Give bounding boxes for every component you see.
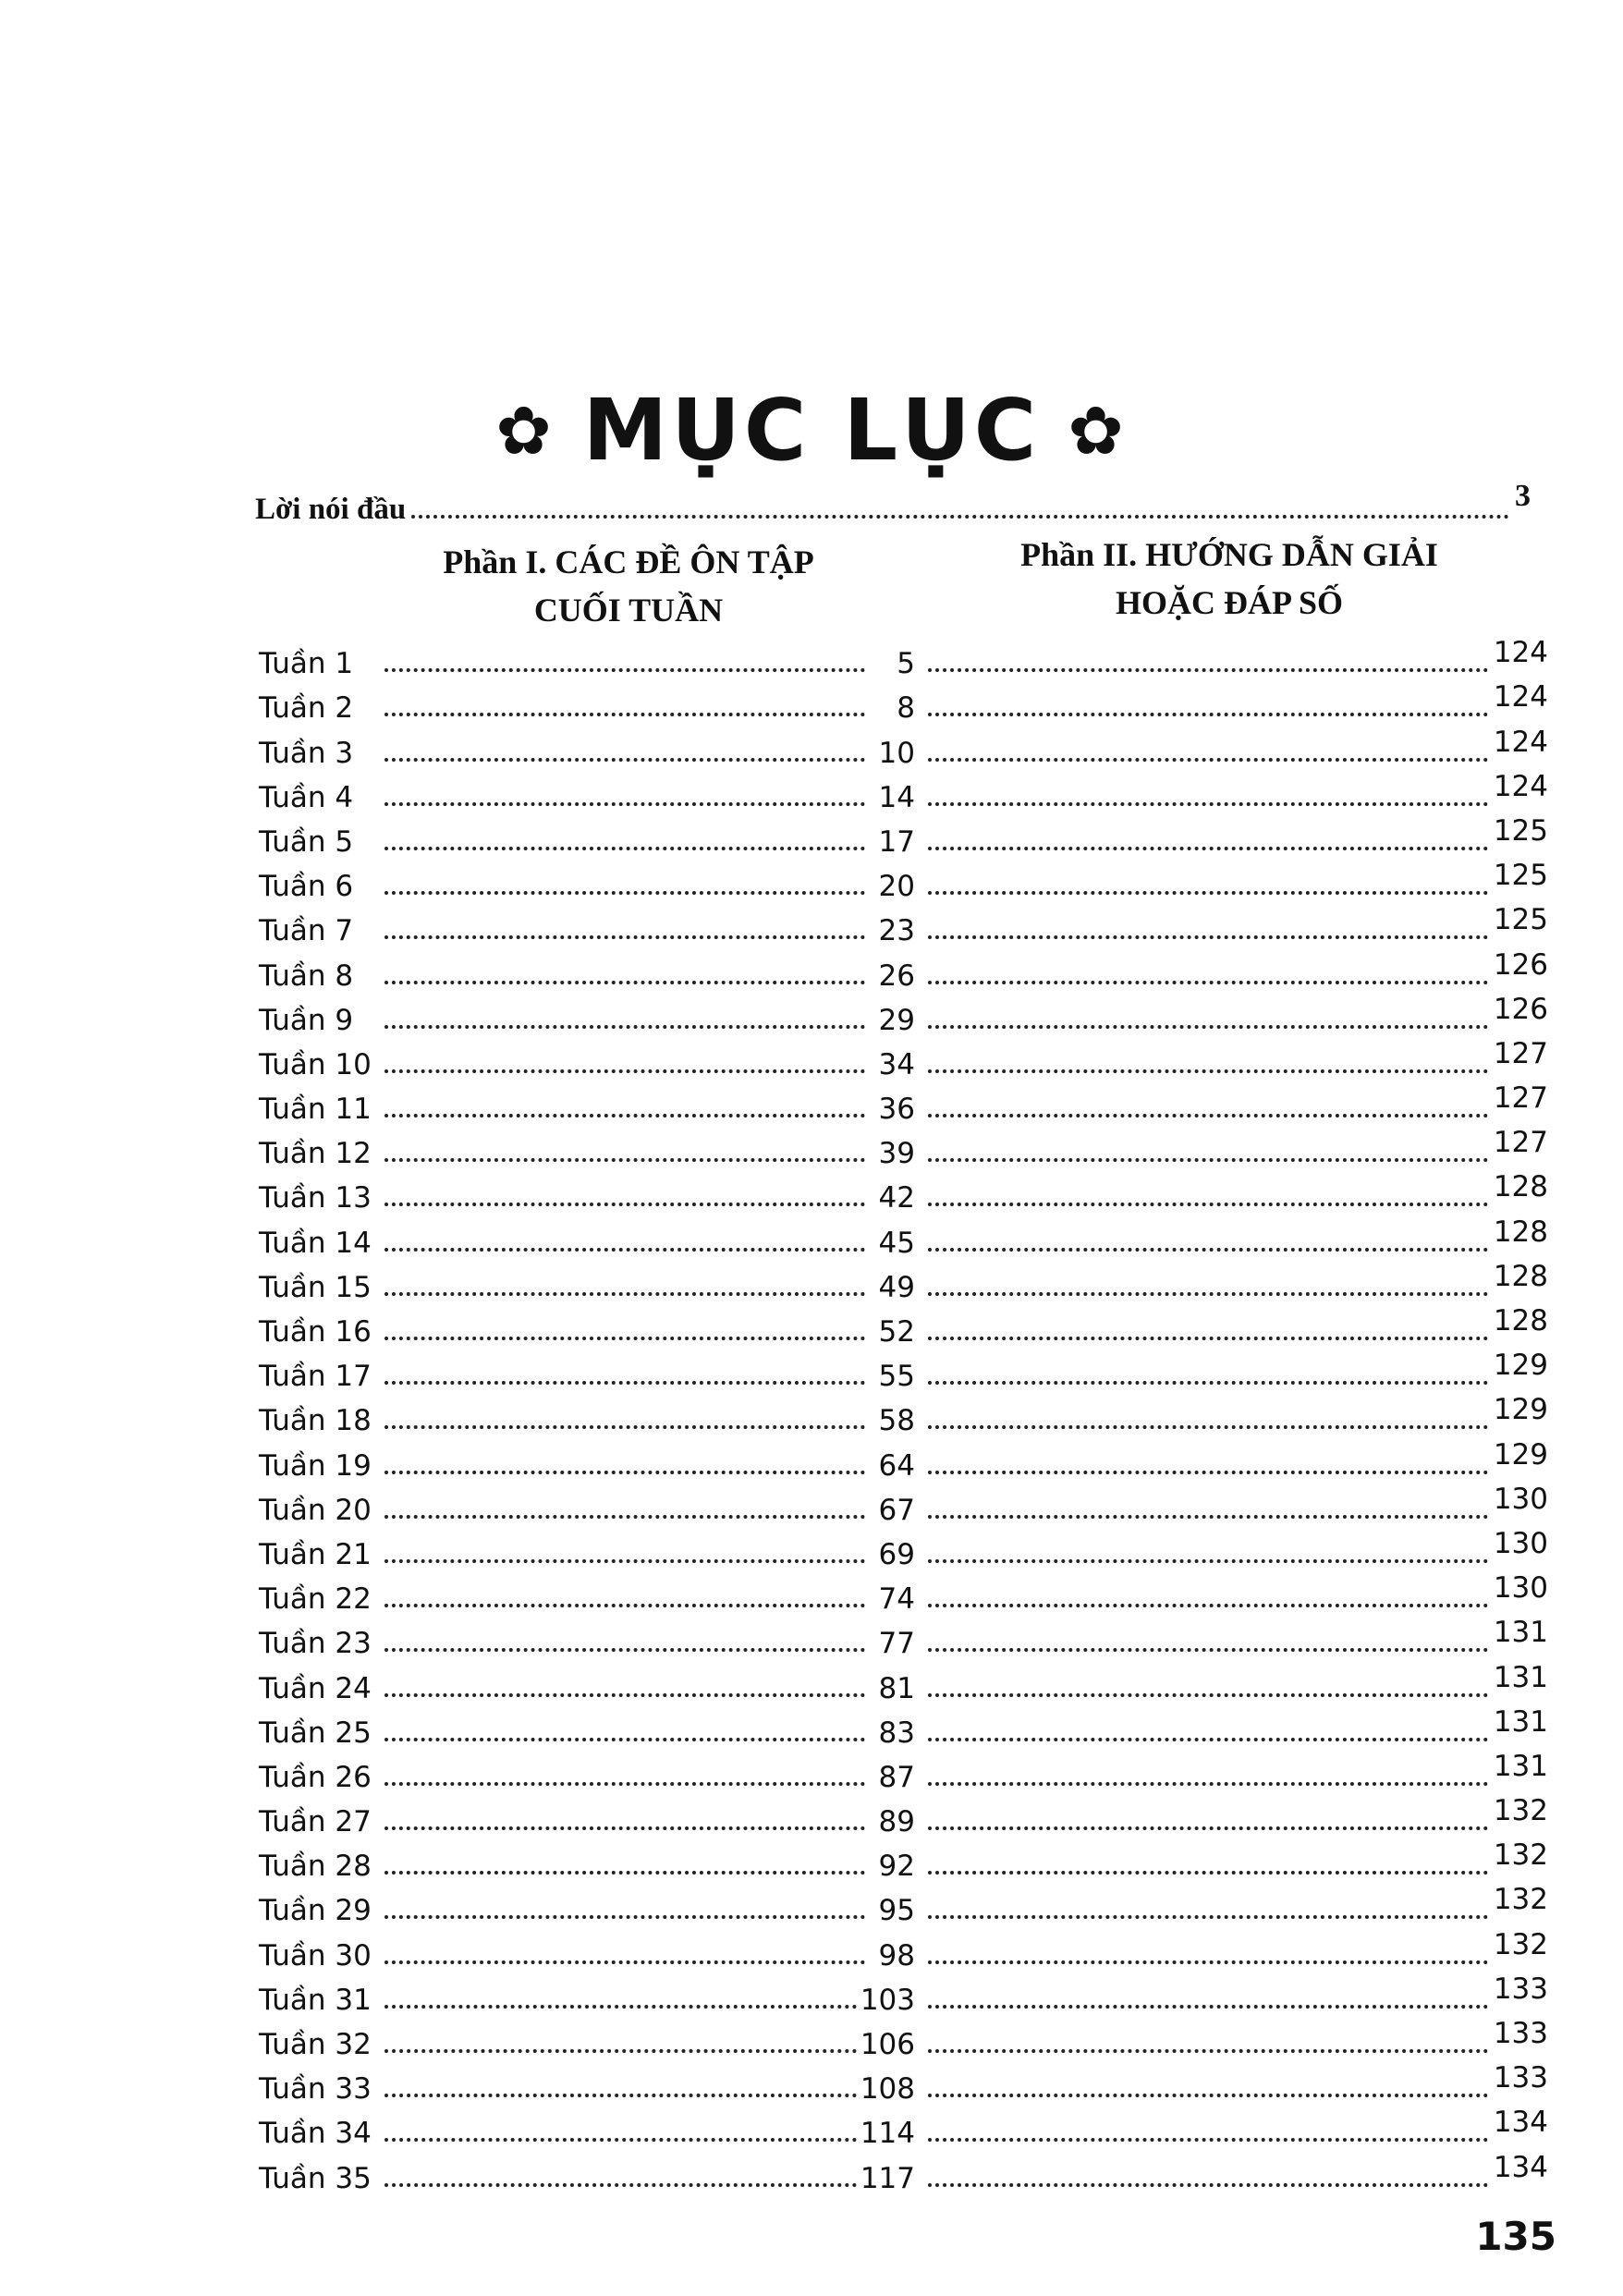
part2-entry [915, 725, 1548, 770]
part2-entry [915, 859, 1548, 903]
part1-entry [259, 1271, 915, 1304]
part1-entry [259, 959, 915, 993]
part2-page-number: 125 [1493, 903, 1548, 937]
part1-entry [259, 870, 915, 903]
week-label: Tuần 10 [259, 1047, 372, 1081]
week-label: Tuần 21 [259, 1537, 372, 1571]
part1-page-number: 74 [878, 1582, 915, 1617]
part2-entry [915, 680, 1548, 725]
part1-heading-line2: CUỐI TUẦN [533, 592, 724, 629]
part2-page-number: 127 [1493, 1081, 1548, 1116]
week-label: Tuần 14 [259, 1226, 372, 1260]
dot-leader [928, 1114, 1488, 1117]
dot-leader [411, 515, 1509, 519]
toc-row [259, 859, 1548, 903]
part1-page-number: 5 [897, 647, 915, 681]
part1-page-number: 49 [878, 1270, 915, 1304]
part2-entry [915, 1660, 1548, 1705]
dot-leader [384, 802, 865, 806]
part2-entry [915, 1972, 1548, 2017]
dot-leader [384, 1871, 865, 1875]
week-label: Tuần 16 [259, 1315, 372, 1349]
dot-leader [928, 2138, 1488, 2142]
page-title-text: MỤC LỤC [582, 381, 1041, 480]
week-label: Tuần 5 [259, 824, 354, 859]
part1-page-number: 10 [878, 736, 915, 770]
part2-page-number: 124 [1493, 636, 1548, 670]
page-number: 135 [1475, 2214, 1556, 2259]
part2-page-number: 131 [1493, 1704, 1548, 1739]
dot-leader [384, 1025, 865, 1029]
part1-page-number: 45 [878, 1226, 915, 1260]
dot-leader [384, 1203, 865, 1206]
dot-leader [928, 1871, 1488, 1875]
week-label: Tuần 3 [259, 736, 354, 770]
part1-page-number: 106 [860, 2028, 915, 2061]
dot-leader [928, 1915, 1488, 1919]
dot-leader [928, 1248, 1488, 1252]
part2-entry [915, 1349, 1548, 1393]
dot-leader [928, 2049, 1488, 2053]
part1-page-number: 87 [878, 1760, 915, 1794]
part2-page-number: 127 [1493, 1036, 1548, 1070]
dot-leader [384, 1515, 865, 1519]
toc-row [259, 947, 1548, 992]
part2-page-number: 125 [1493, 859, 1548, 893]
dot-leader [384, 2094, 857, 2097]
dot-leader [384, 2183, 857, 2187]
dot-leader [928, 981, 1488, 984]
part1-page-number: 103 [860, 1983, 915, 2017]
part1-entry [259, 1181, 915, 1215]
part2-page-number: 131 [1493, 1616, 1548, 1650]
part2-entry [915, 1259, 1548, 1304]
dot-leader [928, 847, 1488, 850]
part2-entry [915, 2017, 1548, 2061]
toc-row [259, 1838, 1548, 1883]
dot-leader [928, 1025, 1488, 1029]
part1-entry [259, 2072, 915, 2106]
part1-entry [259, 1048, 915, 1081]
part1-entry [259, 1494, 915, 1527]
part2-page-number: 126 [1493, 947, 1548, 982]
part1-page-number: 77 [878, 1627, 915, 1661]
part2-entry [915, 1794, 1548, 1838]
toc-row [259, 2150, 1548, 2194]
part1-page-number: 42 [878, 1181, 915, 1215]
dot-leader [928, 1069, 1488, 1073]
part2-page-number: 132 [1493, 1927, 1548, 1961]
part1-entry [259, 647, 915, 680]
toc-row [259, 1927, 1548, 1972]
dot-leader [928, 1515, 1488, 1519]
dot-leader [384, 1292, 865, 1296]
part2-entry [915, 1437, 1548, 1483]
week-label: Tuần 31 [259, 1983, 372, 2017]
part2-entry [915, 1838, 1548, 1883]
dot-leader [384, 1915, 865, 1919]
week-label: Tuần 29 [259, 1894, 372, 1928]
part2-heading-line1: Phần II. HƯỚNG DẪN GIẢI [1020, 536, 1438, 573]
toc-row [259, 993, 1548, 1037]
toc-row [259, 1304, 1548, 1349]
part1-entry [259, 1404, 915, 1437]
part2-page-number: 128 [1493, 1259, 1548, 1293]
week-label: Tuần 4 [259, 780, 354, 814]
part1-page-number: 64 [878, 1448, 915, 1483]
part1-entry [259, 1449, 915, 1483]
part1-entry [259, 825, 915, 859]
part1-page-number: 29 [878, 1003, 915, 1037]
part1-page-number: 89 [878, 1805, 915, 1839]
part2-page-number: 133 [1493, 2017, 1548, 2050]
dot-leader [928, 713, 1488, 716]
dot-leader [384, 935, 865, 939]
part1-entry [259, 737, 915, 770]
part1-entry [259, 2117, 915, 2150]
part2-entry [915, 2150, 1548, 2195]
toc-row [259, 1750, 1548, 1794]
part1-entry [259, 1627, 915, 1660]
part1-heading-line1: Phần I. CÁC ĐỀ ÔN TẬP [443, 543, 814, 580]
toc-row [259, 1883, 1548, 1927]
toc-row [259, 1571, 1548, 1616]
week-label: Tuần 6 [259, 870, 354, 904]
dot-leader [384, 981, 865, 984]
part2-entry [915, 769, 1548, 814]
part1-page-number: 58 [878, 1404, 915, 1438]
part2-entry [915, 1036, 1548, 1081]
part2-page-number: 130 [1493, 1571, 1548, 1606]
part1-page-number: 36 [878, 1093, 915, 1127]
part1-page-number: 92 [878, 1850, 915, 1884]
part2-page-number: 133 [1493, 1972, 1548, 2006]
dot-leader [928, 802, 1488, 806]
dot-leader [384, 1693, 865, 1697]
dot-leader [384, 758, 865, 762]
part2-entry [915, 1526, 1548, 1571]
part2-page-number: 130 [1493, 1482, 1548, 1516]
part2-entry [915, 1304, 1548, 1349]
page-title [0, 381, 1623, 480]
dot-leader [384, 1960, 865, 1964]
part1-page-number: 114 [860, 2117, 915, 2151]
part2-page-number: 132 [1493, 1838, 1548, 1873]
week-label: Tuần 1 [259, 647, 354, 681]
part1-entry [259, 1716, 915, 1750]
week-label: Tuần 12 [259, 1137, 372, 1171]
dot-leader [928, 1471, 1488, 1474]
part2-page-number: 132 [1493, 1794, 1548, 1828]
week-label: Tuần 8 [259, 959, 354, 993]
part1-entry [259, 1672, 915, 1705]
part1-entry [259, 1850, 915, 1883]
part2-entry [915, 947, 1548, 993]
dot-leader [928, 2005, 1488, 2009]
part2-entry [915, 1081, 1548, 1126]
dot-leader [928, 1782, 1488, 1786]
part2-page-number: 124 [1493, 769, 1548, 803]
week-label: Tuần 11 [259, 1093, 372, 1127]
week-label: Tuần 35 [259, 2161, 372, 2195]
part2-entry [915, 1616, 1548, 1660]
part1-entry [259, 781, 915, 814]
part2-page-number: 132 [1493, 1883, 1548, 1917]
toc-row [259, 680, 1548, 725]
part2-page-number: 129 [1493, 1437, 1548, 1472]
part2-entry [915, 1215, 1548, 1260]
toc-row [259, 1349, 1548, 1393]
part2-entry [915, 2061, 1548, 2106]
dot-leader [384, 1069, 865, 1073]
dot-leader [384, 713, 865, 716]
toc-row [259, 814, 1548, 859]
toc-row [259, 1393, 1548, 1437]
toc-row [259, 1170, 1548, 1215]
part1-page-number: 26 [878, 959, 915, 993]
week-label: Tuần 34 [259, 2117, 372, 2151]
toc-row [259, 1437, 1548, 1482]
week-label: Tuần 28 [259, 1850, 372, 1884]
part1-entry [259, 1939, 915, 1972]
part1-page-number: 55 [878, 1360, 915, 1394]
dot-leader [928, 935, 1488, 939]
dot-leader [928, 1381, 1488, 1385]
part1-page-number: 17 [878, 824, 915, 859]
part1-entry [259, 1004, 915, 1037]
part1-page-number: 34 [878, 1047, 915, 1081]
part1-entry [259, 1538, 915, 1571]
part1-page-number: 8 [897, 691, 915, 726]
intro-page-number: 3 [1515, 479, 1531, 513]
dot-leader [384, 1248, 865, 1252]
part2-page-number: 131 [1493, 1749, 1548, 1783]
week-label: Tuần 18 [259, 1404, 372, 1438]
part2-heading-line2: HOẶC ĐÁP SỐ [1115, 584, 1344, 621]
dot-leader [928, 668, 1488, 672]
part1-page-number: 108 [860, 2072, 915, 2107]
part1-entry [259, 2028, 915, 2061]
week-label: Tuần 22 [259, 1582, 372, 1617]
week-label: Tuần 9 [259, 1003, 354, 1037]
part1-heading [370, 538, 887, 634]
toc-row [259, 1260, 1548, 1304]
part2-page-number: 134 [1493, 2150, 1548, 2184]
part1-entry [259, 1761, 915, 1794]
toc-row [259, 1215, 1548, 1259]
week-label: Tuần 13 [259, 1181, 372, 1215]
part2-page-number: 130 [1493, 1526, 1548, 1560]
part2-heading [957, 531, 1502, 627]
week-label: Tuần 7 [259, 914, 354, 948]
part1-page-number: 23 [878, 914, 915, 948]
toc-row [259, 2061, 1548, 2106]
part2-entry [915, 903, 1548, 947]
dot-leader [384, 1471, 865, 1474]
dot-leader [384, 2005, 857, 2009]
toc-row [259, 1483, 1548, 1527]
dot-leader [928, 1960, 1488, 1964]
toc-row [259, 2106, 1548, 2150]
part2-entry [915, 1393, 1548, 1437]
dot-leader [928, 1292, 1488, 1296]
dot-leader [384, 1114, 865, 1117]
part1-entry [259, 2162, 915, 2195]
part2-page-number: 128 [1493, 1170, 1548, 1204]
dot-leader [384, 1648, 865, 1652]
flower-icon: ✿ [1068, 391, 1128, 470]
dot-leader [928, 1648, 1488, 1652]
dot-leader [384, 1381, 865, 1385]
week-label: Tuần 2 [259, 691, 354, 726]
flower-icon: ✿ [495, 391, 555, 470]
dot-leader [384, 2049, 857, 2053]
part1-page-number: 14 [878, 780, 915, 814]
part1-entry [259, 1360, 915, 1393]
part2-entry [915, 636, 1548, 680]
toc-row [259, 636, 1548, 680]
dot-leader [928, 758, 1488, 762]
dot-leader [384, 1782, 865, 1786]
toc-row [259, 1972, 1548, 2017]
part2-page-number: 128 [1493, 1304, 1548, 1337]
dot-leader [384, 2138, 857, 2142]
part1-entry [259, 1093, 915, 1126]
part2-page-number: 129 [1493, 1393, 1548, 1427]
week-label: Tuần 23 [259, 1627, 372, 1661]
part1-page-number: 95 [878, 1894, 915, 1928]
part2-page-number: 129 [1493, 1349, 1548, 1383]
dot-leader [384, 1738, 865, 1741]
intro-entry [255, 479, 1531, 527]
part2-page-number: 124 [1493, 680, 1548, 714]
part1-page-number: 69 [878, 1537, 915, 1571]
toc-row [259, 1794, 1548, 1838]
week-label: Tuần 24 [259, 1671, 372, 1705]
week-label: Tuần 19 [259, 1448, 372, 1483]
week-label: Tuần 25 [259, 1716, 372, 1750]
dot-leader [928, 2183, 1488, 2187]
part1-entry [259, 1227, 915, 1260]
week-label: Tuần 17 [259, 1360, 372, 1394]
week-label: Tuần 33 [259, 2072, 372, 2107]
part2-page-number: 133 [1493, 2061, 1548, 2095]
dot-leader [928, 1425, 1488, 1429]
part1-page-number: 117 [860, 2161, 915, 2195]
part2-entry [915, 1170, 1548, 1215]
part2-page-number: 127 [1493, 1126, 1548, 1160]
dot-leader [928, 1559, 1488, 1563]
part2-page-number: 124 [1493, 725, 1548, 759]
toc-row [259, 1037, 1548, 1081]
part2-entry [915, 1927, 1548, 1972]
dot-leader [384, 1337, 865, 1340]
part2-entry [915, 1883, 1548, 1927]
dot-leader [928, 1337, 1488, 1340]
intro-label: Lời nói đầu [255, 493, 407, 526]
part2-page-number: 126 [1493, 992, 1548, 1026]
part1-page-number: 83 [878, 1716, 915, 1750]
part2-entry [915, 1704, 1548, 1750]
week-label: Tuần 27 [259, 1805, 372, 1839]
toc-row [259, 1081, 1548, 1126]
toc-row [259, 1616, 1548, 1660]
part1-entry [259, 1137, 915, 1170]
part1-entry [259, 1805, 915, 1838]
dot-leader [384, 847, 865, 850]
part1-page-number: 67 [878, 1493, 915, 1527]
dot-leader [384, 1826, 865, 1830]
dot-leader [384, 891, 865, 895]
dot-leader [928, 2094, 1488, 2097]
dot-leader [384, 1604, 865, 1607]
part2-page-number: 134 [1493, 2106, 1548, 2140]
part1-page-number: 20 [878, 870, 915, 904]
dot-leader [928, 1604, 1488, 1607]
part1-entry [259, 1984, 915, 2017]
part1-page-number: 39 [878, 1137, 915, 1171]
dot-leader [928, 1158, 1488, 1162]
dot-leader [928, 1826, 1488, 1830]
part1-entry [259, 1894, 915, 1927]
toc-row [259, 1660, 1548, 1704]
part2-page-number: 125 [1493, 813, 1548, 848]
part2-entry [915, 1749, 1548, 1794]
part2-entry [915, 1571, 1548, 1616]
toc-row [259, 903, 1548, 947]
toc-row [259, 1527, 1548, 1571]
part2-page-number: 128 [1493, 1215, 1548, 1249]
dot-leader [384, 1425, 865, 1429]
part2-entry [915, 2106, 1548, 2150]
part1-entry [259, 1582, 915, 1616]
part2-entry [915, 992, 1548, 1037]
part1-page-number: 81 [878, 1671, 915, 1705]
part1-entry [259, 1315, 915, 1349]
part1-page-number: 52 [878, 1315, 915, 1349]
dot-leader [928, 1738, 1488, 1741]
part2-entry [915, 813, 1548, 859]
toc-row [259, 1705, 1548, 1750]
toc-row [259, 2017, 1548, 2061]
part1-page-number: 98 [878, 1938, 915, 1972]
week-label: Tuần 26 [259, 1760, 372, 1794]
toc-row [259, 1126, 1548, 1170]
dot-leader [928, 1203, 1488, 1206]
week-label: Tuần 20 [259, 1493, 372, 1527]
week-label: Tuần 15 [259, 1270, 372, 1304]
part2-page-number: 131 [1493, 1660, 1548, 1694]
part2-entry [915, 1482, 1548, 1527]
dot-leader [928, 891, 1488, 895]
week-label: Tuần 30 [259, 1938, 372, 1972]
dot-leader [928, 1693, 1488, 1697]
part2-entry [915, 1126, 1548, 1170]
dot-leader [384, 1158, 865, 1162]
part1-entry [259, 691, 915, 725]
week-label: Tuần 32 [259, 2028, 372, 2061]
toc-row [259, 770, 1548, 814]
dot-leader [384, 1559, 865, 1563]
part1-entry [259, 914, 915, 947]
toc-list [259, 636, 1548, 2195]
toc-row [259, 725, 1548, 769]
dot-leader [384, 668, 865, 672]
